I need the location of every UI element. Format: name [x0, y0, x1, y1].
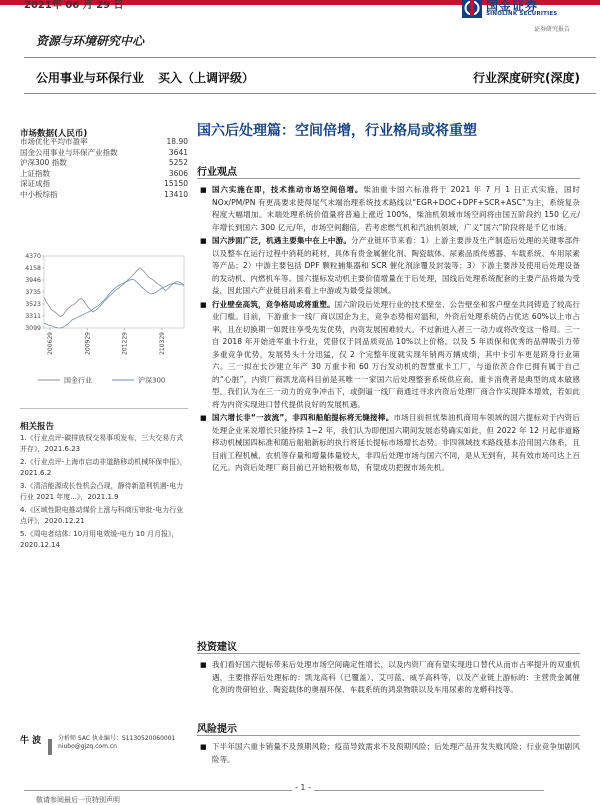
market-label: 国金公用事业与环保产业指数 [20, 147, 118, 157]
bullet-icon: ■ [200, 237, 207, 245]
related-report-item[interactable]: 3.《清洁能源成长性机会凸现，静待新盈利机遇-电力行业 2021 年度...》，2021.1.9 [20, 482, 184, 501]
legend-label: 沪深300 [138, 376, 166, 385]
view-item [200, 235, 580, 298]
market-label: 沪深300 指数 [20, 158, 67, 167]
market-value: 3641 [168, 147, 188, 157]
y-tick-label: 3099 [25, 325, 41, 333]
view-list [200, 184, 580, 476]
market-value: 3606 [168, 168, 188, 178]
market-value: 5252 [168, 158, 188, 167]
market-label: 深证成指 [20, 179, 50, 188]
view-item [200, 299, 580, 412]
advice-item [200, 659, 580, 697]
view-body: 分产业链环节来看：1）上游主要涉及生产制造后处理的关键零部件以及整车在运行过程中消耗的耗材，具体有贵金属催化剂、陶瓷载体、尿素品质传感器、车载系统、车用尿素等产品；2）中游主要包括 DPF 颗粒捕集器和 SCR 催化剂涂覆及封装等；3）下游主要涉及使用后处理设备的发动机、内燃机车等。国六提标发动机主要价值增量在于后处理，国线后处理系统配套的主要产品将最为受益，因此国六产业链目前来看上中游或为最受益领域。 [212, 236, 580, 295]
report-title: 国六后处理篇：空间倍增，行业格局或将重塑 [197, 123, 477, 139]
risk-list [200, 741, 580, 767]
section-heading-risk: 风险提示 [197, 724, 237, 735]
logo-name-en: SINOLINK SECURITIES [486, 11, 558, 17]
related-report-item[interactable]: 2.《行业点评-上海市启动非道路移动机械环保申报》，2021.6.2 [20, 458, 187, 477]
advice-text: 我们看好国六提标带来后处理市场空间确定性增长，以及内资厂商有望实现进口替代从而市占率提升的双重机遇，主要推荐后处理标的：凯龙高科（已覆盖）、艾可蓝、威孚高科等，以及产业链上游标的：主营贵金属催化剂的贵研铂业、陶瓷载体的奥福环保、车载系统的鸿泉物联以及车用尿素的龙蟒科技等。 [212, 660, 580, 694]
market-data-title: 市场数据(人民币) [20, 129, 88, 139]
advice-list [200, 659, 580, 698]
logo-subtitle: 证券研究报告 [534, 26, 571, 33]
market-row [20, 148, 188, 159]
related-report-item[interactable]: 4.《区域性限电推动煤价上涨与科商压审批-电力行业点评》，2020.12.21 [20, 506, 184, 525]
market-value: 15150 [164, 179, 188, 188]
market-value: 18.90 [166, 137, 188, 146]
risk-item [200, 741, 580, 766]
y-tick-label: 4370 [25, 253, 41, 261]
index-line-chart [20, 250, 190, 390]
header-divider [24, 57, 596, 58]
view-body: 市场目前担忧柴油机商用车领域的国六提标对于内资后处理企业来说增长只能持续 1~2 年，我们认为即便国六期间发展态势确实如此，但 2022 年 12 月起非道路移动机械国四标准和随后船舶新标的执行将延长提标市场增长态势。非四领域技术路线基本沿用国六体系，且目前工程机械、农机等存量和增量体量较大，非四后处理市场与国六不同，是从无到有，其有效市场可达上百亿元。内资后处理厂商目前已开始积极布局，有望成功把握市场先机。 [212, 413, 580, 472]
chart-divider [20, 408, 188, 409]
market-row [20, 179, 188, 190]
logo-name-cn: 国金证券 [486, 0, 539, 13]
view-lead: 行业壁垒高筑，竞争格局或将重塑。 [212, 299, 335, 309]
report-date: 2021年 06 月 29 日 [24, 0, 124, 11]
market-label: 中小板综指 [20, 189, 58, 199]
bullet-icon: ■ [200, 186, 207, 194]
x-tick-label: 200929 [84, 332, 92, 355]
bullet-icon: ■ [200, 414, 207, 422]
section-rule [197, 178, 580, 179]
series-line-csi300 [44, 279, 184, 328]
x-tick-label: 200629 [47, 332, 54, 355]
section-rule [197, 653, 580, 654]
bullet-icon: ■ [200, 743, 207, 751]
analyst-name: 牛 波 [20, 736, 42, 746]
y-tick-label: 4158 [25, 265, 41, 273]
rating-action: 买入（上调评级） [158, 71, 255, 85]
x-tick-label: 210329 [159, 332, 166, 355]
analyst-block [20, 733, 190, 763]
research-center: 资源与环境研究中心 [36, 34, 145, 48]
y-tick-label: 3311 [25, 313, 41, 321]
bullet-icon: ■ [200, 661, 207, 669]
legend-label: 国金行业 [64, 376, 92, 385]
market-row [20, 190, 188, 201]
related-reports-list [20, 433, 190, 553]
analyst-divider [48, 739, 52, 755]
market-data-table [20, 137, 188, 200]
bullet-icon: ■ [200, 300, 207, 309]
market-value: 13410 [164, 189, 188, 199]
market-row [20, 137, 188, 148]
section-heading-advice: 投资建议 [197, 642, 237, 653]
section-rule [197, 735, 580, 736]
view-item [200, 412, 580, 475]
market-label: 上证指数 [20, 168, 50, 178]
market-row [20, 169, 188, 180]
analyst-cert: 分析师 SAC 执业编号：S1130520060001 [58, 735, 176, 742]
footer-rule [24, 790, 544, 791]
footer-disclaimer: 敬请参阅最后一页特别声明 [36, 796, 120, 804]
page-number: - 1 - [292, 783, 314, 792]
report-type: 行业深度研究(深度) [473, 71, 580, 85]
related-reports-title: 相关报告 [20, 422, 55, 432]
view-lead: 国六增长非“一波流”，非四和船舶提标将无缝接棒。 [212, 413, 394, 422]
sector-name: 公用事业与环保行业 [36, 71, 145, 85]
x-tick-label: 201229 [121, 332, 129, 355]
view-item [200, 184, 580, 234]
series-line-industry [44, 268, 184, 317]
risk-text: 下半年国六重卡销量不及预期风险；疫苗导致需求不及预期风险；后处理产品开发失败风险；行业竞争加剧风险等。 [212, 742, 580, 764]
section-heading-views: 行业观点 [197, 167, 237, 178]
market-label: 市场优化平均市盈率 [20, 137, 88, 146]
view-lead: 国六实施在即，技术推动市场空间倍增。 [212, 185, 364, 194]
view-body: 柴油重卡国六标准将于 2021 年 7 月 1 日正式实施，国时 NOx/PM/PN 有更高要求使得尾气末端治理系统技术路线以“EGR+DOC+DPF+SCR+ASC”为主，系统复杂程度大幅增加。末端处理系统价值量将普遍上涨近 100%，柴油机领域市场空间将由国五阶段约 150 亿元/年增长到国六 300 亿元/年，市场空间翻倍，若考虑燃气机和汽油机领域，广义“国六”阶段将是千亿市场。 [212, 185, 581, 232]
view-lead: 国六涉面广泛，机遇主要集中在上中游。 [212, 236, 352, 245]
y-tick-label: 3735 [25, 289, 41, 297]
sector-rating [36, 69, 268, 86]
related-report-item[interactable]: 5.《周电者结体: 10月用电效缓-电力 10 月月报》，2020.12.14 [20, 530, 179, 549]
y-tick-label: 3946 [25, 277, 41, 285]
market-row [20, 158, 188, 169]
y-tick-label: 3523 [25, 301, 41, 309]
analyst-email[interactable]: niubo@gjzq.com.cn [58, 743, 117, 750]
related-report-item[interactable]: 1.《行业点评-碳排放权交易事项发布，三大交易方式并存》，2021.6.23 [20, 434, 184, 453]
header-divider-lower [24, 93, 596, 94]
view-body: 国六阶段后处理行业的技术壁垒、公告壁垒和客户壁垒共同铸造了较高行业门槛。目前，下游重卡一线厂商以国企为主，竞争态势相对温和，外资后处理系统仍占优达 60%以上市占率，且在切换期一如既往享受先发优势，内资发展困难较大。不过新进入者三一动力或将改变这一格局。三一自 2018 年开始进军重卡行业，凭借仅于同品质竞品 10%以上价格。以及 5 年质保和优秀的品牌吸引力带多重竞争优势，发展势头十分迅猛，仅 2 个完整年度就实现年销两万辆成绩，其中卡引车更是跻身行业第六。三一拟在长沙建立年产 30 万重卡和 60 万台发动机的智慧重卡工厂，与道依茨合作已拥有属于自己的“心脏”，内资厂商凯龙高科目前是其唯一一家国六后处理整套系统供应商。重卡消费者是典型的成本敏感型，我们认为在三一动力的竞争冲击下，或倒逼一线厂商通过寻求内资后处理厂商合作实现降本增效，若如此将为内资实现进口替代提供良好的发展机遇。 [212, 299, 580, 409]
sinolink-logo-icon [462, 0, 482, 18]
